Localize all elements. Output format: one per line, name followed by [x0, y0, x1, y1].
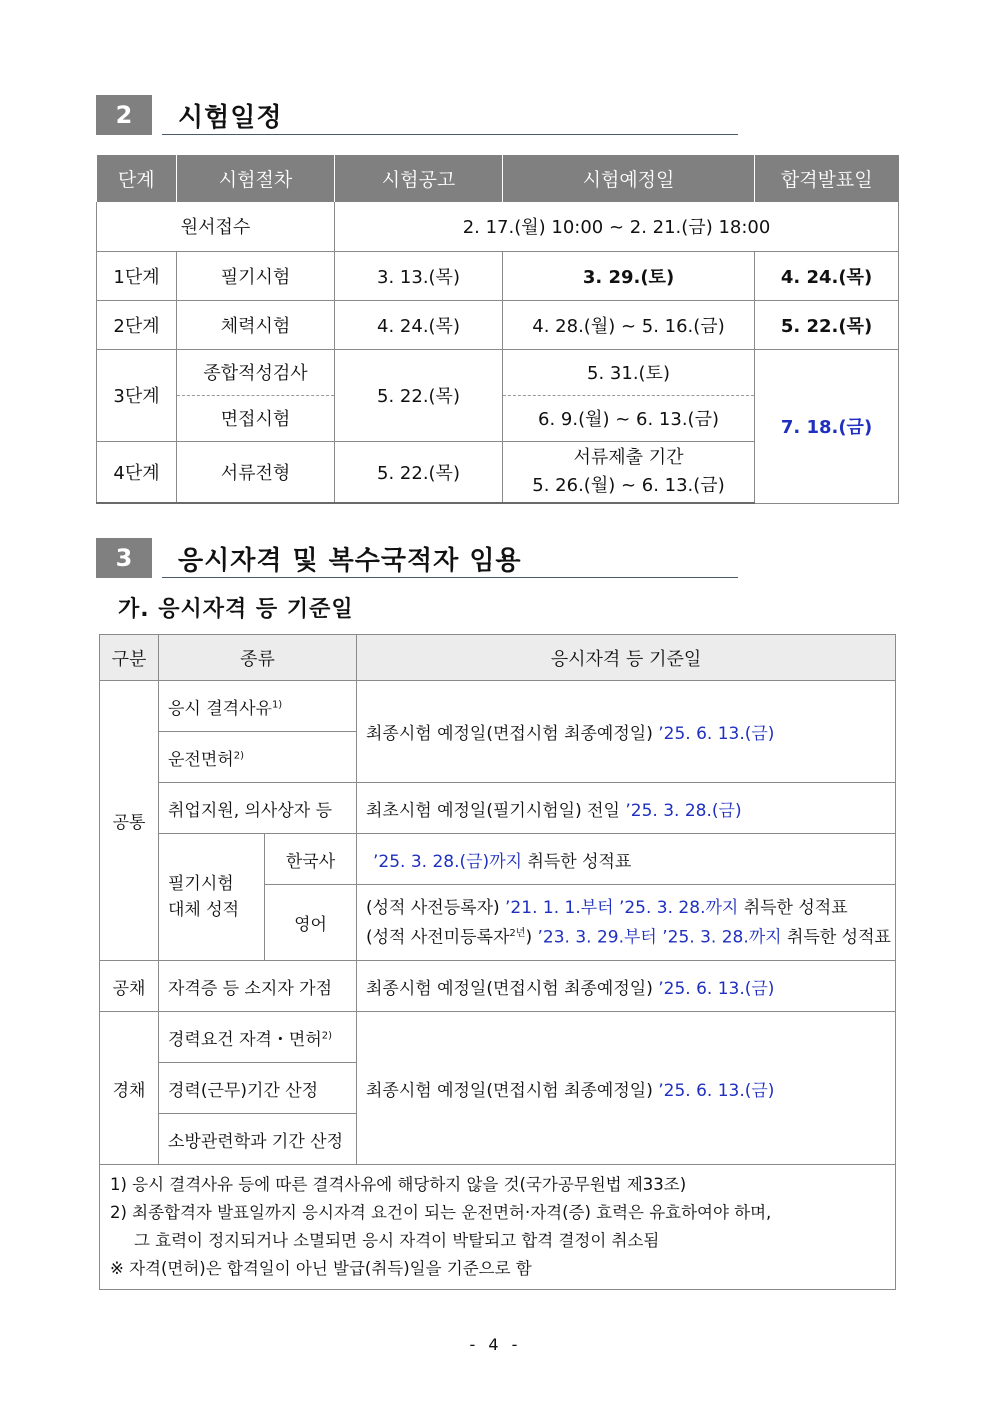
- table-row: [100, 1012, 896, 1063]
- application-period: 2. 17.(월) 10:00 ~ 2. 21.(금) 18:00: [335, 202, 899, 251]
- reference-date-label: 취득한 성적표: [522, 851, 632, 872]
- english-registered-line: [366, 895, 895, 921]
- procedure-cell: 서류전형: [177, 441, 335, 503]
- reference-date-value: ’25. 6. 13.(금): [658, 978, 775, 999]
- notice-cell: 4. 24.(목): [335, 300, 503, 349]
- procedure-cell: 면접시험: [177, 395, 335, 441]
- type-fire-dept-period: 소방관련학과 기간 산정: [159, 1114, 357, 1165]
- reference-date-value: ’25. 3. 28.(금): [625, 800, 742, 821]
- section-2-title: 시험일정: [178, 103, 283, 133]
- footnote-ref: 2): [321, 1029, 333, 1041]
- reference-date-value: ’25. 6. 13.(금): [658, 724, 775, 744]
- header-result-date: 합격발표일: [755, 155, 899, 202]
- eng-label: (성적 사전등록자): [366, 897, 506, 918]
- table-row: [97, 349, 899, 395]
- reference-date-cell: [357, 681, 896, 783]
- substitute-line-1: 필기시험: [168, 874, 234, 894]
- header-type: 종류: [159, 635, 357, 681]
- result-date-cell: 5. 22.(목): [755, 300, 899, 349]
- reference-date-cell: [357, 885, 896, 961]
- stage-cell: 4단계: [97, 441, 177, 503]
- header-notice: 시험공고: [335, 155, 503, 202]
- reference-date-cell: [357, 783, 896, 834]
- section-3-number: 3: [96, 538, 152, 578]
- exam-date-cell: 6. 9.(월) ~ 6. 13.(금): [503, 395, 755, 441]
- reference-date-cell: [357, 1012, 896, 1165]
- section-3-title: 응시자격 및 복수국적자 임용: [178, 546, 522, 576]
- type-license: [159, 732, 357, 783]
- header-reference-date: 응시자격 등 기준일: [357, 635, 896, 681]
- type-license-text: 운전면허: [168, 749, 234, 770]
- stage-cell: 1단계: [97, 251, 177, 300]
- type-disqualify: [159, 681, 357, 732]
- eng-value: ’21. 1. 1.부터 ’25. 3. 28.까지: [505, 897, 739, 918]
- type-korean-history: 한국사: [265, 834, 357, 885]
- section-2-heading: [96, 95, 738, 135]
- notice-cell: 5. 22.(목): [335, 441, 503, 503]
- notice-cell: 5. 22.(목): [335, 349, 503, 441]
- schedule-header-row: [97, 155, 899, 202]
- reference-date-cell: [357, 834, 896, 885]
- header-procedure: 시험절차: [177, 155, 335, 202]
- category-open: 공채: [100, 961, 159, 1012]
- exam-schedule-table: [96, 155, 899, 504]
- reference-date-label: 최종시험 예정일(면접시험 최종예정일): [366, 978, 659, 999]
- note-2b: 그 효력이 정지되거나 소멸되면 응시 자격이 박탈되고 합격 결정이 취소됨: [134, 1231, 660, 1250]
- document-period-label: 서류제출 기간: [573, 446, 684, 468]
- stage-cell: 2단계: [97, 300, 177, 349]
- eng-value: ’23. 3. 29.부터 ’25. 3. 28.까지: [537, 927, 782, 948]
- table-row: [100, 681, 896, 732]
- page-number: - 4 -: [469, 1335, 522, 1354]
- type-disqualify-text: 응시 결격사유: [168, 698, 272, 719]
- reference-date-label: 최초시험 예정일(필기시험일) 전일: [366, 800, 626, 821]
- result-date-cell: 4. 24.(목): [755, 251, 899, 300]
- type-career-license-text: 경력요건 자격・면허: [168, 1029, 322, 1050]
- notes-cell: [100, 1165, 896, 1290]
- eng-label: ): [525, 927, 538, 948]
- subsection-title: 가. 응시자격 등 기준일: [118, 597, 354, 622]
- table-row: [100, 783, 896, 834]
- table-row: [97, 251, 899, 300]
- eng-sup: 2년: [509, 927, 526, 939]
- category-common: 공통: [100, 681, 159, 961]
- note-3: ※ 자격(면허)은 합격일이 아닌 발급(취득)일을 기준으로 함: [110, 1259, 532, 1278]
- eng-suffix: 취득한 성적표: [738, 897, 848, 918]
- eng-suffix: 취득한 성적표: [781, 927, 891, 948]
- result-date-cell: 7. 18.(금): [755, 349, 899, 503]
- eng-label: (성적 사전미등록자: [366, 927, 510, 948]
- footnote-ref: 2): [233, 749, 244, 761]
- section-2-underline: [162, 134, 738, 135]
- section-2-number: 2: [96, 95, 152, 135]
- exam-date-cell: 3. 29.(토): [503, 251, 755, 300]
- type-substitute-score: [159, 834, 265, 961]
- application-label: 원서접수: [97, 202, 335, 251]
- note-1: 1) 응시 결격사유 등에 따른 결격사유에 해당하지 않을 것(국가공무원법 제33조): [110, 1175, 687, 1194]
- section-3-underline: [162, 577, 738, 578]
- header-exam-date: 시험예정일: [503, 155, 755, 202]
- exam-date-cell: 5. 31.(토): [503, 349, 755, 395]
- table-row: [100, 961, 896, 1012]
- type-certificate-bonus: 자격증 등 소지자 가점: [159, 961, 357, 1012]
- type-employment: 취업지원, 의사상자 등: [159, 783, 357, 834]
- notes-row: [100, 1165, 896, 1290]
- header-category: 구분: [100, 635, 159, 681]
- criteria-header-row: [100, 635, 896, 681]
- substitute-line-2: 대체 성적: [168, 900, 240, 920]
- type-career-license: [159, 1012, 357, 1063]
- exam-date-cell: [503, 441, 755, 503]
- reference-date-label: 최종시험 예정일(면접시험 최종예정일): [366, 724, 659, 744]
- reference-date-cell: [357, 961, 896, 1012]
- header-stage: 단계: [97, 155, 177, 202]
- reference-date-label: 최종시험 예정일(면접시험 최종예정일): [366, 1080, 659, 1101]
- footnote-ref: 1): [271, 698, 283, 710]
- notice-cell: 3. 13.(목): [335, 251, 503, 300]
- procedure-cell: 필기시험: [177, 251, 335, 300]
- table-row: [97, 300, 899, 349]
- exam-date-cell: 4. 28.(월) ~ 5. 16.(금): [503, 300, 755, 349]
- section-3-heading: [96, 538, 738, 578]
- procedure-cell: 체력시험: [177, 300, 335, 349]
- stage-cell: 3단계: [97, 349, 177, 441]
- type-english: 영어: [265, 885, 357, 961]
- note-2a: 2) 최종합격자 발표일까지 응시자격 요건이 되는 운전면허·자격(증) 효력은 유효하여야 하며,: [110, 1203, 772, 1222]
- category-career: 경채: [100, 1012, 159, 1165]
- reference-date-value: ’25. 3. 28.(금)까지: [373, 851, 523, 872]
- type-career-period: 경력(근무)기간 산정: [159, 1063, 357, 1114]
- table-row: [100, 834, 896, 885]
- english-unregistered-line: [366, 921, 895, 951]
- reference-date-value: ’25. 6. 13.(금): [658, 1080, 775, 1101]
- eligibility-criteria-table: [99, 634, 896, 1290]
- document-period-dates: 5. 26.(월) ~ 6. 13.(금): [532, 474, 725, 496]
- table-row: [97, 202, 899, 251]
- procedure-cell: 종합적성검사: [177, 349, 335, 395]
